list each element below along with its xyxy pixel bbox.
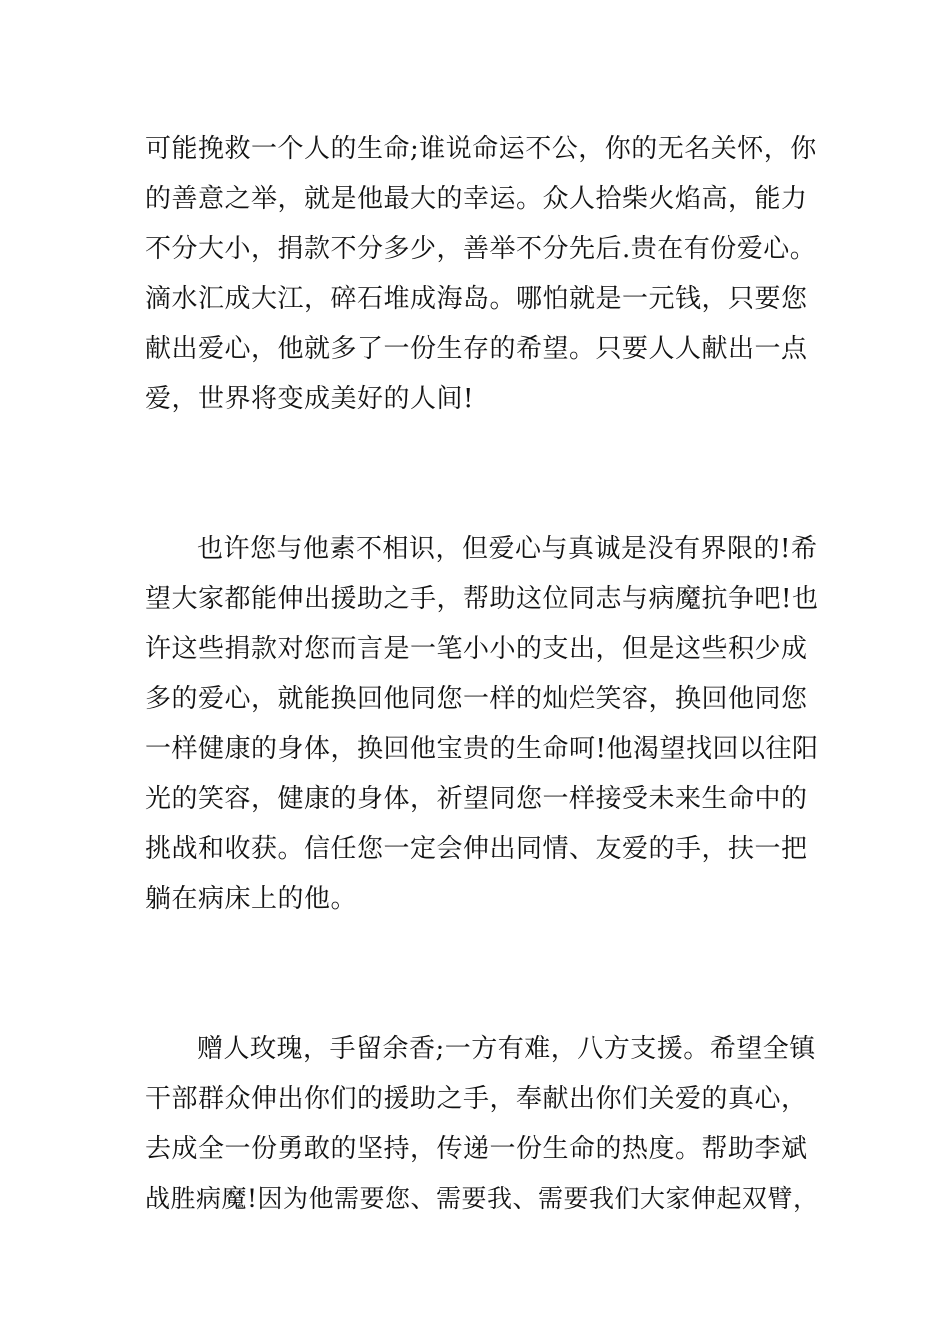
paragraph-2-line-3: 许这些捐款对您而言是一笔小小的支出，但是这些积少成 (145, 634, 808, 664)
paragraph-1-line-6: 爱，世界将变成美好的人间! (145, 384, 474, 414)
paragraph-1-line-1: 可能挽救一个人的生命;谁说命运不公，你的无名关怀，你 (145, 134, 817, 164)
paragraph-2-line-4: 多的爱心，就能换回他同您一样的灿烂笑容，换回他同您 (145, 684, 808, 714)
paragraph-1-line-5: 献出爱心，他就多了一份生存的希望。只要人人献出一点 (145, 334, 808, 364)
paragraph-3-line-1: 赠人玫瑰，手留余香;一方有难，八方支援。希望全镇 (197, 1034, 816, 1064)
paragraph-1-line-4: 滴水汇成大江，碎石堆成海岛。哪怕就是一元钱，只要您 (145, 284, 808, 314)
paragraph-3-line-4: 战胜病魔!因为他需要您、需要我、需要我们大家伸起双臂， (145, 1184, 819, 1213)
paragraph-2-line-8: 躺在病床上的他。 (145, 884, 358, 914)
paragraph-2-line-2: 望大家都能伸出援助之手，帮助这位同志与病魔抗争吧!也 (145, 584, 819, 614)
paragraph-3-line-3: 去成全一份勇敢的坚持，传递一份生命的热度。帮助李斌 (145, 1134, 808, 1164)
paragraph-3-line-2: 干部群众伸出你们的援助之手，奉献出你们关爱的真心， (145, 1084, 808, 1114)
paragraph-1-line-3: 不分大小，捐款不分多少，善举不分先后.贵在有份爱心。 (145, 234, 817, 264)
paragraph-2-line-5: 一样健康的身体，换回他宝贵的生命呵!他渴望找回以往阳 (145, 734, 819, 764)
paragraph-2-line-1: 也许您与他素不相识，但爱心与真诚是没有界限的!希 (197, 534, 818, 564)
paragraph-1-line-2: 的善意之举，就是他最大的幸运。众人拾柴火焰高，能力 (145, 184, 808, 214)
paragraph-2-line-6: 光的笑容，健康的身体，祈望同您一样接受未来生命中的 (145, 784, 808, 814)
paragraph-2-line-7: 挑战和收获。信任您一定会伸出同情、友爱的手，扶一把 (145, 834, 808, 864)
